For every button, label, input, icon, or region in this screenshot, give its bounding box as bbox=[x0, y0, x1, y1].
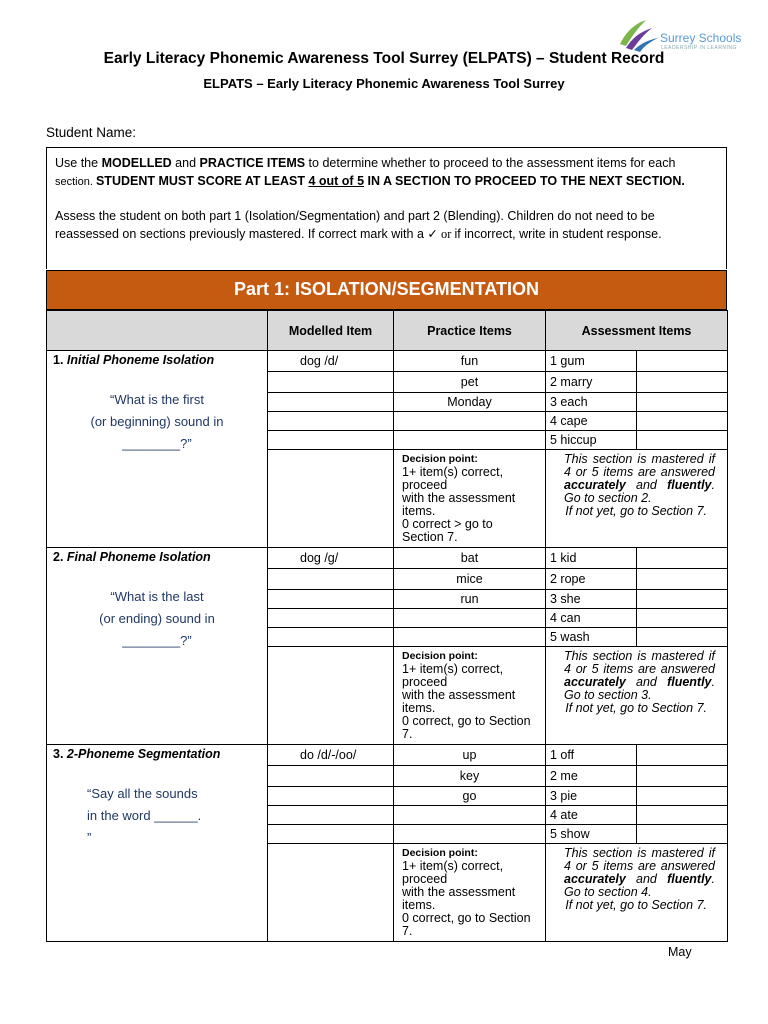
footer-date: May bbox=[668, 945, 692, 959]
practice-item-cell: run bbox=[394, 590, 546, 609]
modelled-response-cell[interactable] bbox=[268, 569, 394, 590]
decision-blank-cell bbox=[268, 450, 394, 548]
column-header-assessment: Assessment Items bbox=[546, 311, 728, 351]
document-title: Early Literacy Phonemic Awareness Tool Surrey (ELPATS) – Student Record bbox=[103, 50, 665, 67]
assessment-item-cell: 4 can bbox=[546, 609, 637, 628]
modelled-item-cell: dog /g/ bbox=[268, 548, 394, 569]
mastery-note: This section is mastered if 4 or 5 items are answered accurately and fluently. Go to section 4. If not yet, go to Section 7. bbox=[546, 844, 728, 942]
decision-point-line: with the assessment items. bbox=[402, 688, 516, 715]
assessment-item-cell: 4 cape bbox=[546, 412, 637, 431]
student-response-cell[interactable] bbox=[637, 548, 728, 569]
prompt-line: “What is the first bbox=[110, 392, 204, 407]
column-header-practice: Practice Items bbox=[394, 311, 546, 351]
assessment-item-cell: 3 she bbox=[546, 590, 637, 609]
assessment-item-cell: 3 pie bbox=[546, 787, 637, 806]
practice-empty-cell[interactable] bbox=[394, 412, 546, 431]
practice-item-cell: key bbox=[394, 766, 546, 787]
prompt-line: “What is the last bbox=[110, 589, 204, 604]
prompt-line: ” bbox=[87, 830, 92, 845]
student-response-cell[interactable] bbox=[637, 412, 728, 431]
instructions-paragraph-1: Use the MODELLED and PRACTICE ITEMS to determine whether to proceed to the assessment items for each section. STUDENT MUST SCORE AT LEAST 4 out of 5 IN A SECTION TO PROCEED TO THE NEXT SECTION. bbox=[55, 156, 685, 188]
modelled-response-cell[interactable] bbox=[268, 431, 394, 450]
table-row bbox=[47, 548, 728, 569]
practice-item-cell: pet bbox=[394, 372, 546, 393]
decision-point-line: 0 correct > go to Section 7. bbox=[402, 517, 493, 544]
assessment-item-cell: 4 ate bbox=[546, 806, 637, 825]
modelled-response-cell[interactable] bbox=[268, 590, 394, 609]
section-prompt bbox=[53, 389, 261, 455]
practice-item-cell: Monday bbox=[394, 393, 546, 412]
decision-point-line: 1+ item(s) correct, proceed bbox=[402, 859, 504, 886]
assessment-item-cell: 2 marry bbox=[546, 372, 637, 393]
table-row bbox=[47, 745, 728, 766]
modelled-response-cell[interactable] bbox=[268, 825, 394, 844]
decision-point-line: 0 correct, go to Section 7. bbox=[402, 911, 531, 938]
practice-item-cell: fun bbox=[394, 351, 546, 372]
decision-point-line: 1+ item(s) correct, proceed bbox=[402, 465, 504, 492]
decision-point-line: with the assessment items. bbox=[402, 491, 516, 518]
decision-point-line: 1+ item(s) correct, proceed bbox=[402, 662, 504, 689]
modelled-item-cell: do /d/-/oo/ bbox=[268, 745, 394, 766]
document-subtitle: ELPATS – Early Literacy Phonemic Awareness Tool Surrey bbox=[203, 76, 565, 91]
prompt-line: ________?” bbox=[122, 633, 192, 648]
assessment-item-cell: 2 rope bbox=[546, 569, 637, 590]
mastery-not-yet: If not yet, go to Section 7. bbox=[565, 701, 707, 715]
header-blank-cell bbox=[47, 311, 268, 351]
student-response-cell[interactable] bbox=[637, 351, 728, 372]
practice-item-cell: up bbox=[394, 745, 546, 766]
student-name-label: Student Name: bbox=[46, 125, 137, 140]
decision-point-title: Decision point: bbox=[402, 847, 478, 859]
instructions-box bbox=[46, 147, 727, 269]
decision-point-line: 0 correct, go to Section 7. bbox=[402, 714, 531, 741]
practice-item-cell: mice bbox=[394, 569, 546, 590]
prompt-line: in the word ______. bbox=[87, 808, 202, 823]
assessment-item-cell: 1 off bbox=[546, 745, 637, 766]
decision-point-note bbox=[394, 647, 546, 745]
decision-point-note bbox=[394, 844, 546, 942]
column-header-modelled: Modelled Item bbox=[268, 311, 394, 351]
assessment-item-cell: 5 hiccup bbox=[546, 431, 637, 450]
student-response-cell[interactable] bbox=[637, 787, 728, 806]
modelled-response-cell[interactable] bbox=[268, 628, 394, 647]
practice-empty-cell[interactable] bbox=[394, 806, 546, 825]
decision-point-title: Decision point: bbox=[402, 650, 478, 662]
modelled-response-cell[interactable] bbox=[268, 766, 394, 787]
mastery-note: This section is mastered if 4 or 5 items are answered accurately and fluently. Go to section 3. If not yet, go to Section 7. bbox=[546, 647, 728, 745]
section-title: 3. 2-Phoneme Segmentation bbox=[53, 747, 221, 761]
section-title: 1. Initial Phoneme Isolation bbox=[53, 353, 215, 367]
student-response-cell[interactable] bbox=[637, 590, 728, 609]
student-response-cell[interactable] bbox=[637, 745, 728, 766]
student-response-cell[interactable] bbox=[637, 569, 728, 590]
student-response-cell[interactable] bbox=[637, 766, 728, 787]
modelled-response-cell[interactable] bbox=[268, 787, 394, 806]
assessment-item-cell: 3 each bbox=[546, 393, 637, 412]
assessment-item-cell: 1 kid bbox=[546, 548, 637, 569]
instructions-paragraph-2: Assess the student on both part 1 (Isolation/Segmentation) and part 2 (Blending). Children do not need to be reassessed on sections previously mastered. If correct mark with a ✓ or if incorrect, write in student response. bbox=[55, 209, 662, 241]
modelled-response-cell[interactable] bbox=[268, 412, 394, 431]
decision-blank-cell bbox=[268, 844, 394, 942]
prompt-line: (or beginning) sound in bbox=[90, 414, 224, 429]
modelled-item-cell: dog /d/ bbox=[268, 351, 394, 372]
logo-name: Surrey Schools bbox=[660, 31, 742, 45]
mastery-note: This section is mastered if 4 or 5 items are answered accurately and fluently. Go to section 2. If not yet, go to Section 7. bbox=[546, 450, 728, 548]
part-1-banner: Part 1: ISOLATION/SEGMENTATION bbox=[46, 270, 727, 310]
check-mark-icon: ✓ bbox=[427, 226, 438, 241]
modelled-response-cell[interactable] bbox=[268, 806, 394, 825]
practice-item-cell: bat bbox=[394, 548, 546, 569]
student-response-cell[interactable] bbox=[637, 609, 728, 628]
practice-item-cell: go bbox=[394, 787, 546, 806]
practice-empty-cell[interactable] bbox=[394, 431, 546, 450]
modelled-response-cell[interactable] bbox=[268, 372, 394, 393]
section-label-cell bbox=[47, 351, 268, 548]
practice-empty-cell[interactable] bbox=[394, 609, 546, 628]
practice-empty-cell[interactable] bbox=[394, 825, 546, 844]
modelled-response-cell[interactable] bbox=[268, 393, 394, 412]
assessment-table bbox=[46, 310, 728, 942]
decision-point-title: Decision point: bbox=[402, 453, 478, 465]
section-title: 2. Final Phoneme Isolation bbox=[53, 550, 211, 564]
prompt-line: ________?” bbox=[122, 436, 192, 451]
modelled-response-cell[interactable] bbox=[268, 609, 394, 628]
prompt-line: (or ending) sound in bbox=[99, 611, 215, 626]
table-row bbox=[47, 351, 728, 372]
table-header-row bbox=[47, 311, 728, 351]
student-response-cell[interactable] bbox=[637, 431, 728, 450]
assessment-item-cell: 1 gum bbox=[546, 351, 637, 372]
mastery-not-yet: If not yet, go to Section 7. bbox=[565, 898, 707, 912]
prompt-line: “Say all the sounds bbox=[87, 786, 198, 801]
student-response-cell[interactable] bbox=[637, 372, 728, 393]
assessment-item-cell: 5 wash bbox=[546, 628, 637, 647]
student-response-cell[interactable] bbox=[637, 825, 728, 844]
logo-tagline: LEADERSHIP IN LEARNING bbox=[661, 45, 737, 51]
practice-empty-cell[interactable] bbox=[394, 628, 546, 647]
decision-blank-cell bbox=[268, 647, 394, 745]
assessment-item-cell: 5 show bbox=[546, 825, 637, 844]
student-response-cell[interactable] bbox=[637, 806, 728, 825]
section-label-cell bbox=[47, 745, 268, 942]
decision-point-line: with the assessment items. bbox=[402, 885, 516, 912]
mastery-not-yet: If not yet, go to Section 7. bbox=[565, 504, 707, 518]
section-prompt bbox=[53, 586, 261, 652]
student-response-cell[interactable] bbox=[637, 628, 728, 647]
assessment-item-cell: 2 me bbox=[546, 766, 637, 787]
section-label-cell bbox=[47, 548, 268, 745]
decision-point-note bbox=[394, 450, 546, 548]
section-prompt bbox=[53, 783, 261, 849]
student-response-cell[interactable] bbox=[637, 393, 728, 412]
